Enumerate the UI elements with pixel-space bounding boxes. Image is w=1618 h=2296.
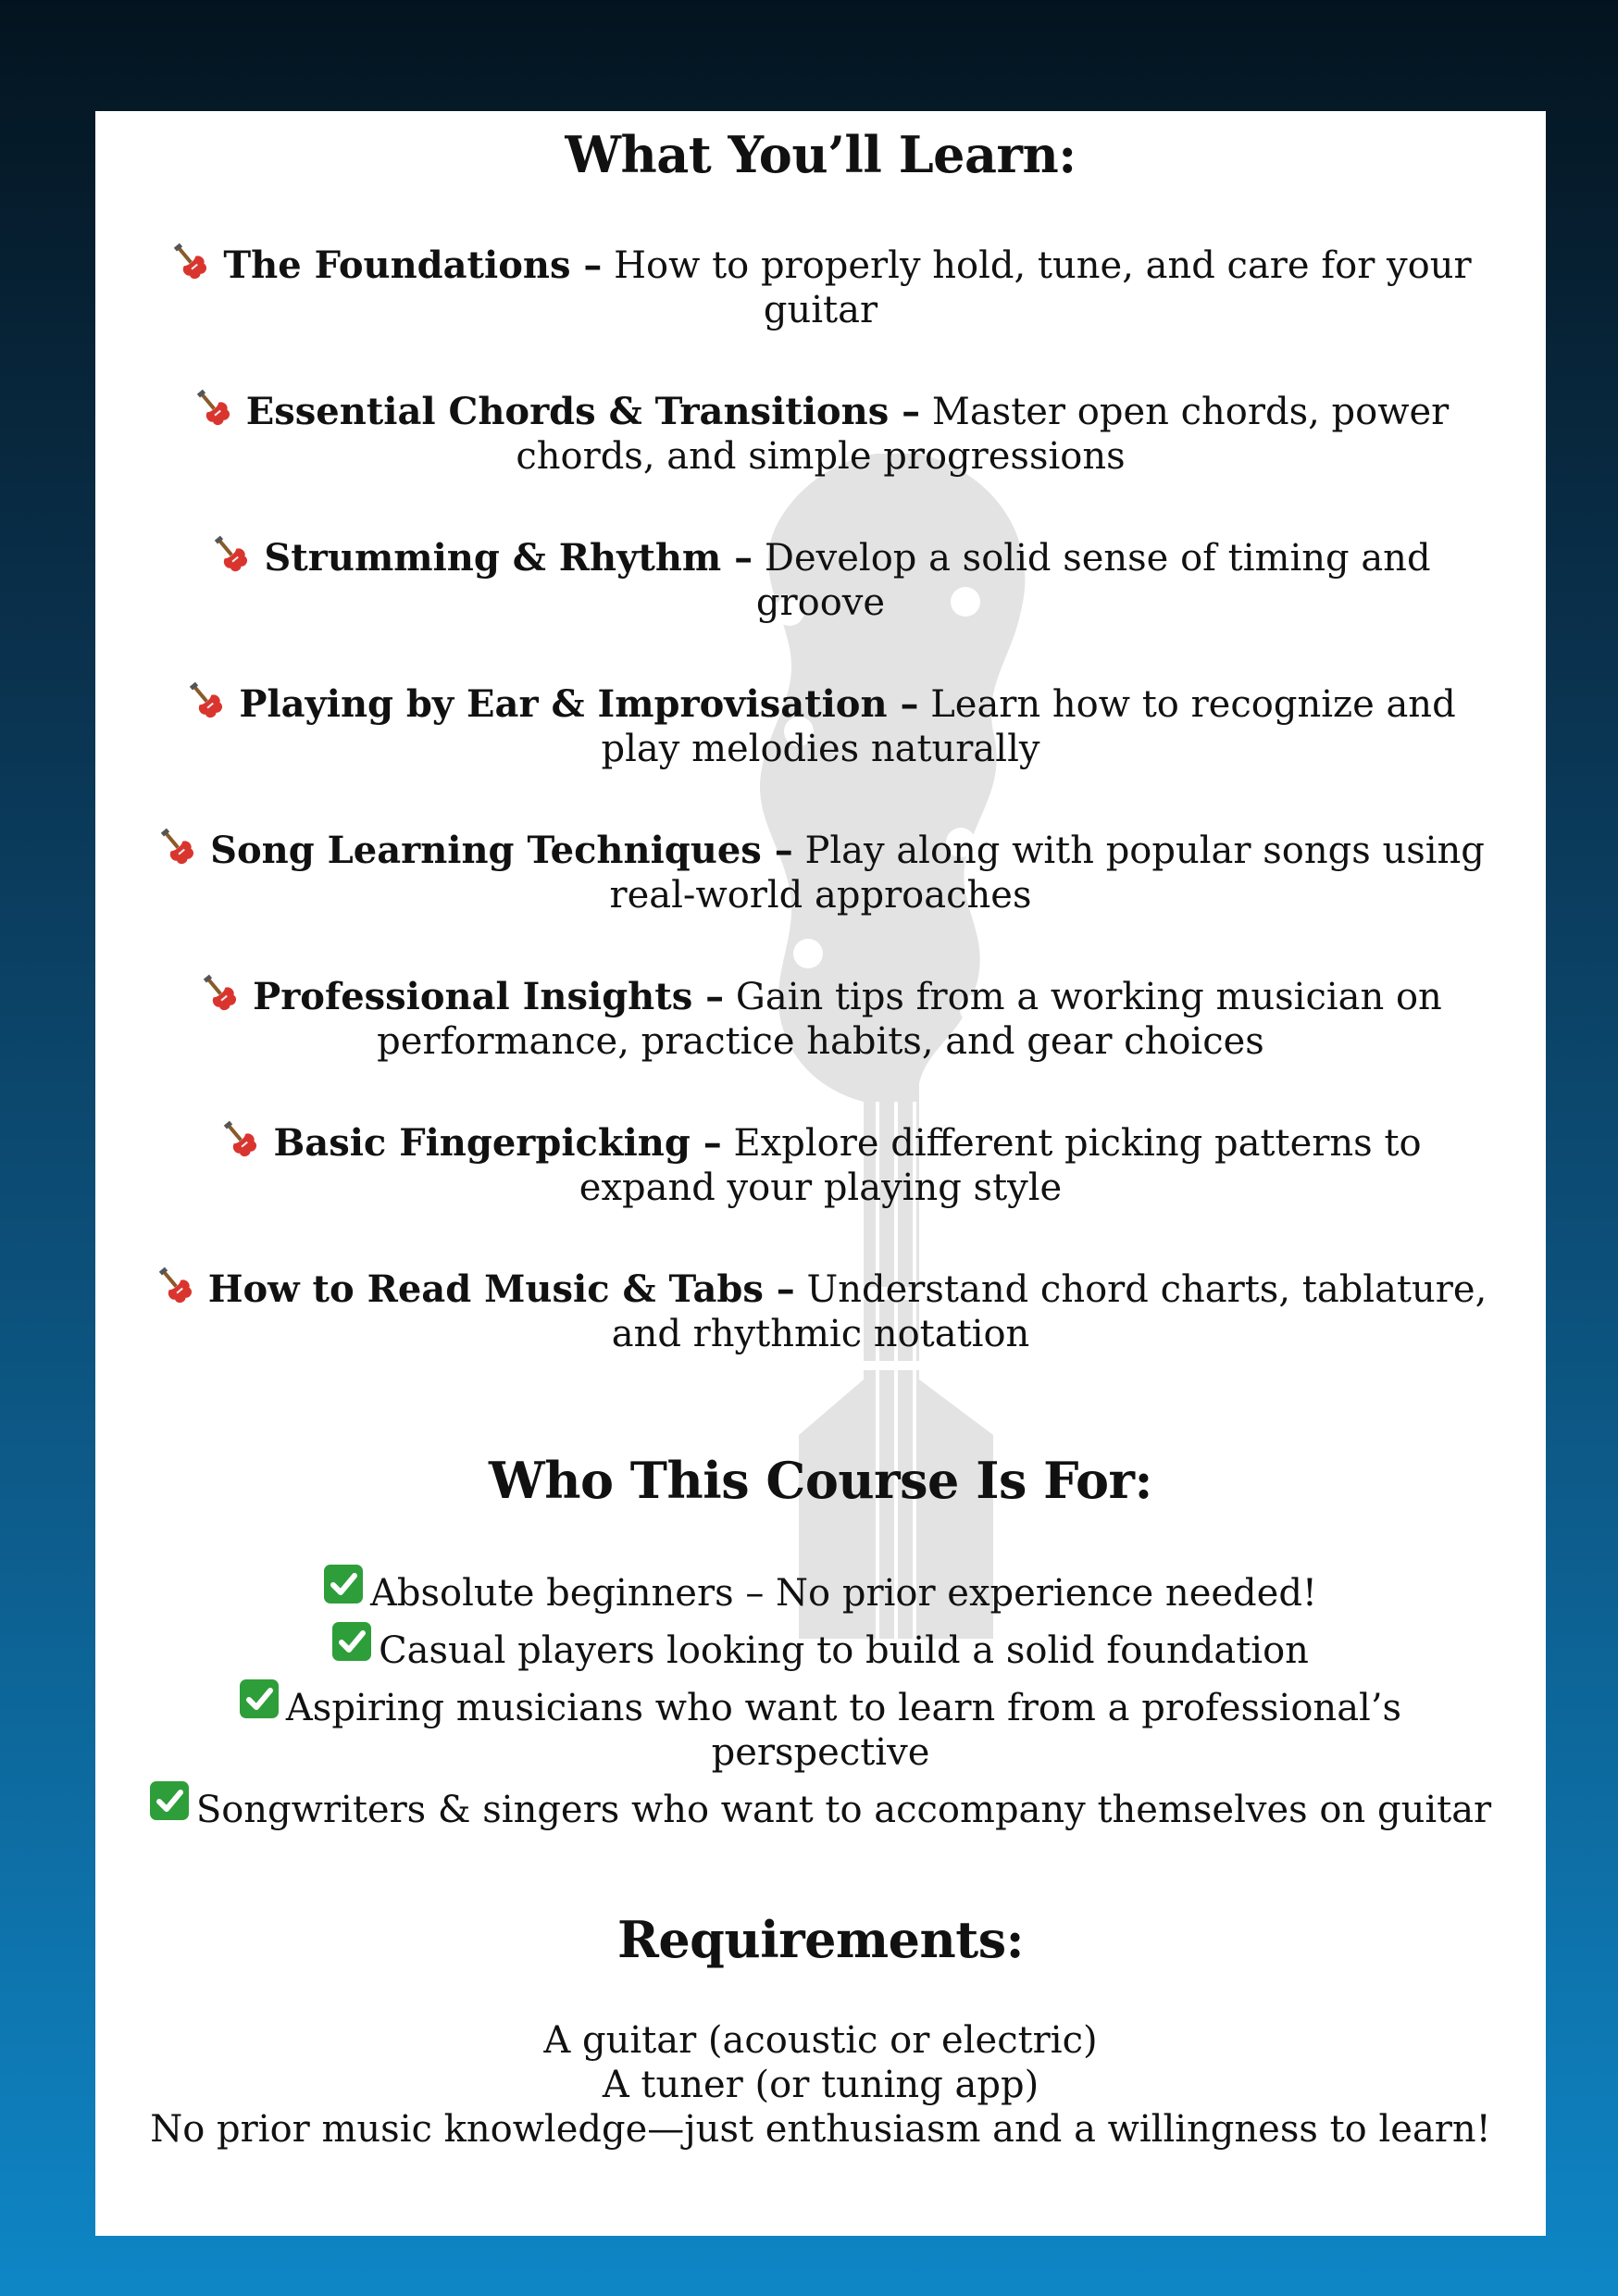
learn-item-text: Learn how to recognize and — [918, 683, 1456, 726]
check-mark-icon — [332, 1622, 371, 1661]
learn-item-text: Master open chords, power — [920, 391, 1450, 433]
learn-item — [132, 972, 1509, 1064]
learn-item-heading: The Foundations – — [223, 243, 603, 287]
learn-item — [132, 1118, 1509, 1210]
learn-item — [132, 1265, 1509, 1356]
audience-item — [123, 1622, 1518, 1673]
audience-item-text: Casual players looking to build a solid foundation — [379, 1629, 1309, 1672]
learn-item-text: Develop a solid sense of timing and — [753, 537, 1431, 580]
check-mark-icon — [150, 1781, 189, 1820]
learn-item-text-continued: chords, and simple progressions — [516, 435, 1126, 478]
learn-item-text: Play along with popular songs using — [792, 830, 1485, 872]
learn-item — [132, 826, 1509, 917]
electric-guitar-icon — [185, 680, 226, 720]
audience-item — [123, 1679, 1518, 1775]
learn-item — [132, 387, 1509, 479]
learn-item-text-continued: groove — [755, 581, 886, 624]
learn-item — [132, 241, 1509, 332]
learn-item-text-continued: guitar — [763, 289, 878, 331]
requirement-item: A guitar (acoustic or electric) — [543, 2019, 1098, 2062]
audience-item-text: Aspiring musicians who want to learn from a professional’s — [285, 1687, 1402, 1729]
check-mark-icon — [324, 1565, 363, 1603]
learn-item-text: Gain tips from a working musician on — [724, 976, 1442, 1018]
course-info-page — [95, 111, 1546, 2236]
section-title-learn: What You’ll Learn: — [565, 125, 1077, 184]
electric-guitar-icon — [155, 1265, 195, 1305]
check-mark-icon — [240, 1679, 279, 1718]
requirement-item: A tuner (or tuning app) — [602, 2064, 1039, 2106]
learn-item — [132, 533, 1509, 625]
electric-guitar-icon — [169, 241, 210, 281]
learn-item-text-continued: play melodies naturally — [601, 728, 1040, 770]
section-title-requirements: Requirements: — [616, 1910, 1025, 1969]
learn-item-heading: Basic Fingerpicking – — [273, 1121, 722, 1165]
learn-item-text: How to properly hold, tune, and care for your — [602, 244, 1472, 287]
learn-item-text-continued: and rhythmic notation — [611, 1313, 1030, 1355]
learn-item-text-continued: real-world approaches — [609, 874, 1032, 917]
section-title-audience: Who This Course Is For: — [489, 1451, 1152, 1510]
electric-guitar-icon — [219, 1118, 260, 1159]
requirement-item: No prior music knowledge—just enthusiasm and a willingness to learn! — [150, 2108, 1491, 2151]
learn-item-heading: Strumming & Rhythm – — [264, 536, 753, 580]
electric-guitar-icon — [193, 387, 233, 428]
electric-guitar-icon — [210, 533, 251, 574]
learn-item-heading: How to Read Music & Tabs – — [207, 1267, 795, 1311]
audience-item-text: Songwriters & singers who want to accompany themselves on guitar — [195, 1789, 1492, 1831]
audience-item — [123, 1565, 1518, 1616]
electric-guitar-icon — [156, 826, 197, 867]
learn-item-text: Explore different picking patterns to — [721, 1122, 1422, 1165]
audience-item-text-continued: perspective — [711, 1731, 930, 1774]
page-content — [95, 111, 1546, 2236]
learn-item-text: Understand chord charts, tablature, — [794, 1268, 1487, 1311]
electric-guitar-icon — [199, 972, 240, 1013]
learn-item-text-continued: performance, practice habits, and gear choices — [377, 1020, 1264, 1063]
learn-item — [132, 680, 1509, 771]
learn-item-heading: Playing by Ear & Improvisation – — [239, 682, 919, 726]
learn-item-heading: Song Learning Techniques – — [210, 829, 793, 872]
requirements-list — [114, 2018, 1527, 2152]
learn-item-text-continued: expand your playing style — [579, 1167, 1063, 1209]
learn-item-heading: Essential Chords & Transitions – — [245, 390, 921, 433]
learn-item-heading: Professional Insights – — [253, 975, 725, 1018]
audience-item-text: Absolute beginners – No prior experience needed! — [369, 1572, 1317, 1615]
audience-item — [123, 1781, 1518, 1832]
